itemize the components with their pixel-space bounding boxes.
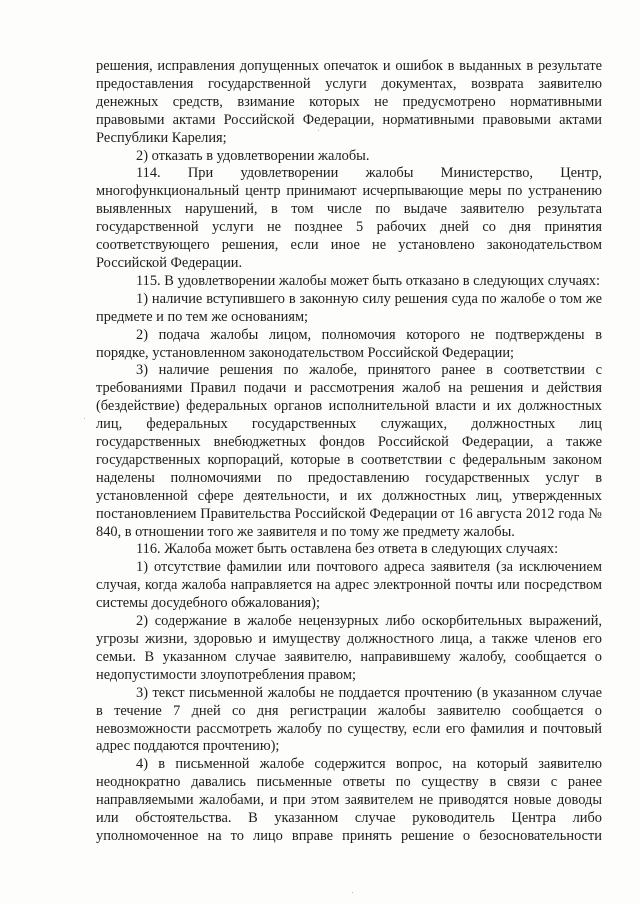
paragraph-116-item-3: 3) текст письменной жалобы не поддается прочтению (в указанном случае в течение 7 дней со дня регистрации жалобы заявителю сообщается о невозможности рассмотреть жалобу по существу, если его фамилия и почтовый адрес поддаются прочтению); [96, 684, 602, 755]
paragraph-115-item-2: 2) подача жалобы лицом, полномочия которого не подтверждены в порядке, установленном законодательством Российской Федерации; [96, 326, 602, 361]
paragraph-item-2-refuse: 2) отказать в удовлетворении жалобы. [136, 147, 370, 164]
paragraph-116: 116. Жалоба может быть оставлена без ответа в следующих случаях: [136, 541, 559, 558]
scan-speck [84, 418, 85, 419]
scan-speck [318, 130, 319, 131]
document-body [96, 58, 602, 846]
paragraph-116-item-4: 4) в письменной жалобе содержится вопрос, на который заявителю неоднократно давались письменные ответы по существу в связи с ранее направляемыми жалобами, и при этом заявителем не приводятся новые доводы или обстоятельства. В указанном случае руководитель Центра либо уполномоченное на то лицо вправе принять решение о безосновательности [96, 756, 602, 844]
paragraph-116-item-2: 2) содержание в жалобе нецензурных либо оскорбительных выражений, угрозы жизни, здоровью и имуществу должностного лица, а также членов его семьи. В указанном случае заявителю, направившему жалобу, сообщается о недопустимости злоупотребления правом; [96, 613, 602, 683]
paragraph-115-item-1: 1) наличие вступившего в законную силу решения суда по жалобе о том же предмете и по тем же основаниям; [96, 290, 602, 325]
scan-speck [352, 892, 353, 893]
paragraph-continuation: решения, исправления допущенных опечаток и ошибок в выданных в результате предоставления государственной услуги документах, возврата заявителю денежных средств, взимание которых не предусмотрено нормативными правовыми актами Российской Федерации, нормативными правовыми актами Республики Карелия; [96, 58, 602, 146]
paragraph-115-item-3: 3) наличие решения по жалобе, принятого ранее в соответствии с требованиями Правил подачи и рассмотрения жалоб на решения и действия (бездействие) федеральных органов исполнительной власти и их должностных лиц, федеральных государственных служащих, должностных лиц государственных внебюджетных фондов Российской Федерации, а также государственных корпораций, которые в соответствии с федеральным законом наделены полномочиями по предоставлению государственных услуг в установленной сфере деятельности, и их должностных лиц, утвержденных постановлением Правительства Российской Федерации от 16 августа 2012 года № 840, в отношении того же заявителя и по тому же предмету жалобы. [96, 362, 602, 540]
paragraph-116-item-1: 1) отсутствие фамилии или почтового адреса заявителя (за исключением случая, когда жалоба направляется на адрес электронной почты или посредством системы досудебного обжалования); [96, 559, 602, 612]
paragraph-114: 114. При удовлетворении жалобы Министерство, Центр, многофункциональный центр принимают исчерпывающие меры по устранению выявленных нарушений, в том числе по выдаче заявителю результата государственной услуги не позднее 5 рабочих дней со дня принятия соответствующего решения, если иное не установлено законодательством Российской Федерации. [96, 165, 602, 271]
paragraph-115: 115. В удовлетворении жалобы может быть отказано в следующих случаях: [136, 272, 600, 289]
